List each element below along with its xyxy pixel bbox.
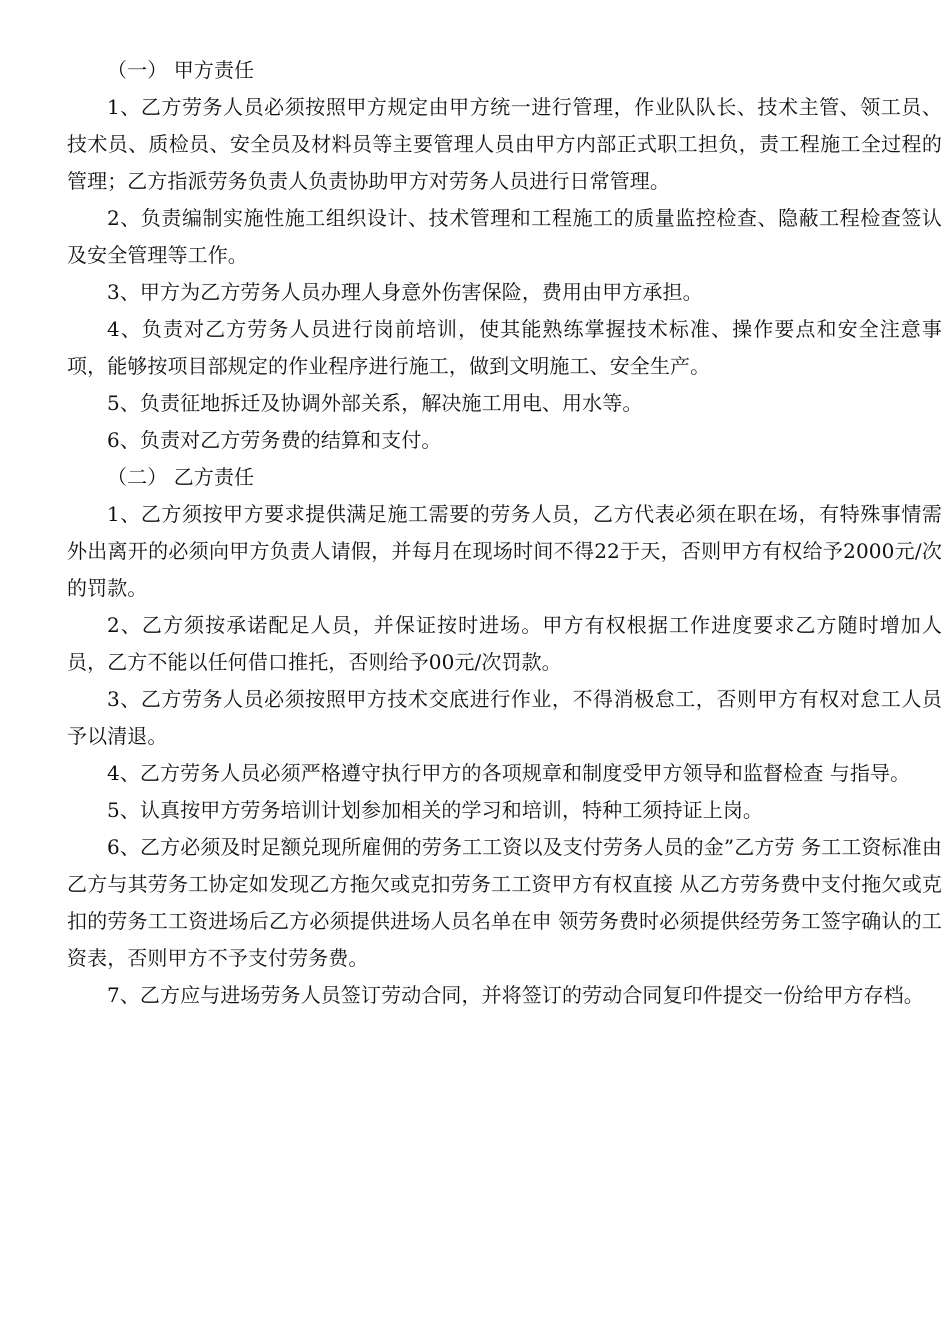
party-b-item-6: 6、乙方必须及时足额兑现所雇佣的劳务工工资以及支付劳务人员的金”乙方劳 务工工资标准由乙方与其劳务工协定如发现乙方拖欠或克扣劳务工工资甲方有权直接 从乙方劳务费中支付拖欠或克扣的劳务工工资进场后乙方必须提供进场人员名单在申 领劳务费时必须提供经劳务工签字确认的工资表，否则甲方不予支付劳务费。 (67, 835, 942, 970)
party-b-item-1: 1、乙方须按甲方要求提供满足施工需要的劳务人员，乙方代表必须在职在场，有特殊事情需外出离开的必须向甲方负责人请假，并每月在现场时间不得22于天，否则甲方有权给予2000元/次的罚款。 (67, 502, 942, 600)
party-a-item-1: 1、乙方劳务人员必须按照甲方规定由甲方统一进行管理，作业队队长、技术主管、领工员、技术员、质检员、安全员及材料员等主要管理人员由甲方内部正式职工担负，责工程施工全过程的管理；乙方指派劳务负责人负责协助甲方对劳务人员进行日常管理。 (67, 95, 942, 193)
party-a-item-3: 3、甲方为乙方劳务人员办理人身意外伤害保险，费用由甲方承担。 (107, 280, 703, 304)
document-content (67, 52, 942, 1014)
party-b-item-5: 5、认真按甲方劳务培训计划参加相关的学习和培训，特种工须持证上岗。 (107, 798, 764, 822)
party-a-item-2: 2、负责编制实施性施工组织设计、技术管理和工程施工的质量监控检查、隐蔽工程检查签认及安全管理等工作。 (67, 206, 942, 267)
party-b-item-4: 4、乙方劳务人员必须严格遵守执行甲方的各项规章和制度受甲方领导和监督检查 与指导。 (107, 761, 911, 785)
section-title-party-a: （一） 甲方责任 (107, 58, 255, 82)
section-title-party-b: （二） 乙方责任 (107, 465, 255, 489)
party-b-item-2: 2、乙方须按承诺配足人员，并保证按时进场。甲方有权根据工作进度要求乙方随时增加人员，乙方不能以任何借口推托，否则给予00元/次罚款。 (67, 613, 942, 674)
party-b-item-3: 3、乙方劳务人员必须按照甲方技术交底进行作业，不得消极怠工，否则甲方有权对怠工人员予以清退。 (67, 687, 942, 748)
party-b-item-7: 7、乙方应与进场劳务人员签订劳动合同，并将签订的劳动合同复印件提交一份给甲方存档。 (107, 983, 924, 1007)
party-a-item-5: 5、负责征地拆迁及协调外部关系，解决施工用电、用水等。 (107, 391, 643, 415)
party-a-item-4: 4、负责对乙方劳务人员进行岗前培训，使其能熟练掌握技术标准、操作要点和安全注意事项，能够按项目部规定的作业程序进行施工，做到文明施工、安全生产。 (67, 317, 942, 378)
party-a-item-6: 6、负责对乙方劳务费的结算和支付。 (107, 428, 442, 452)
